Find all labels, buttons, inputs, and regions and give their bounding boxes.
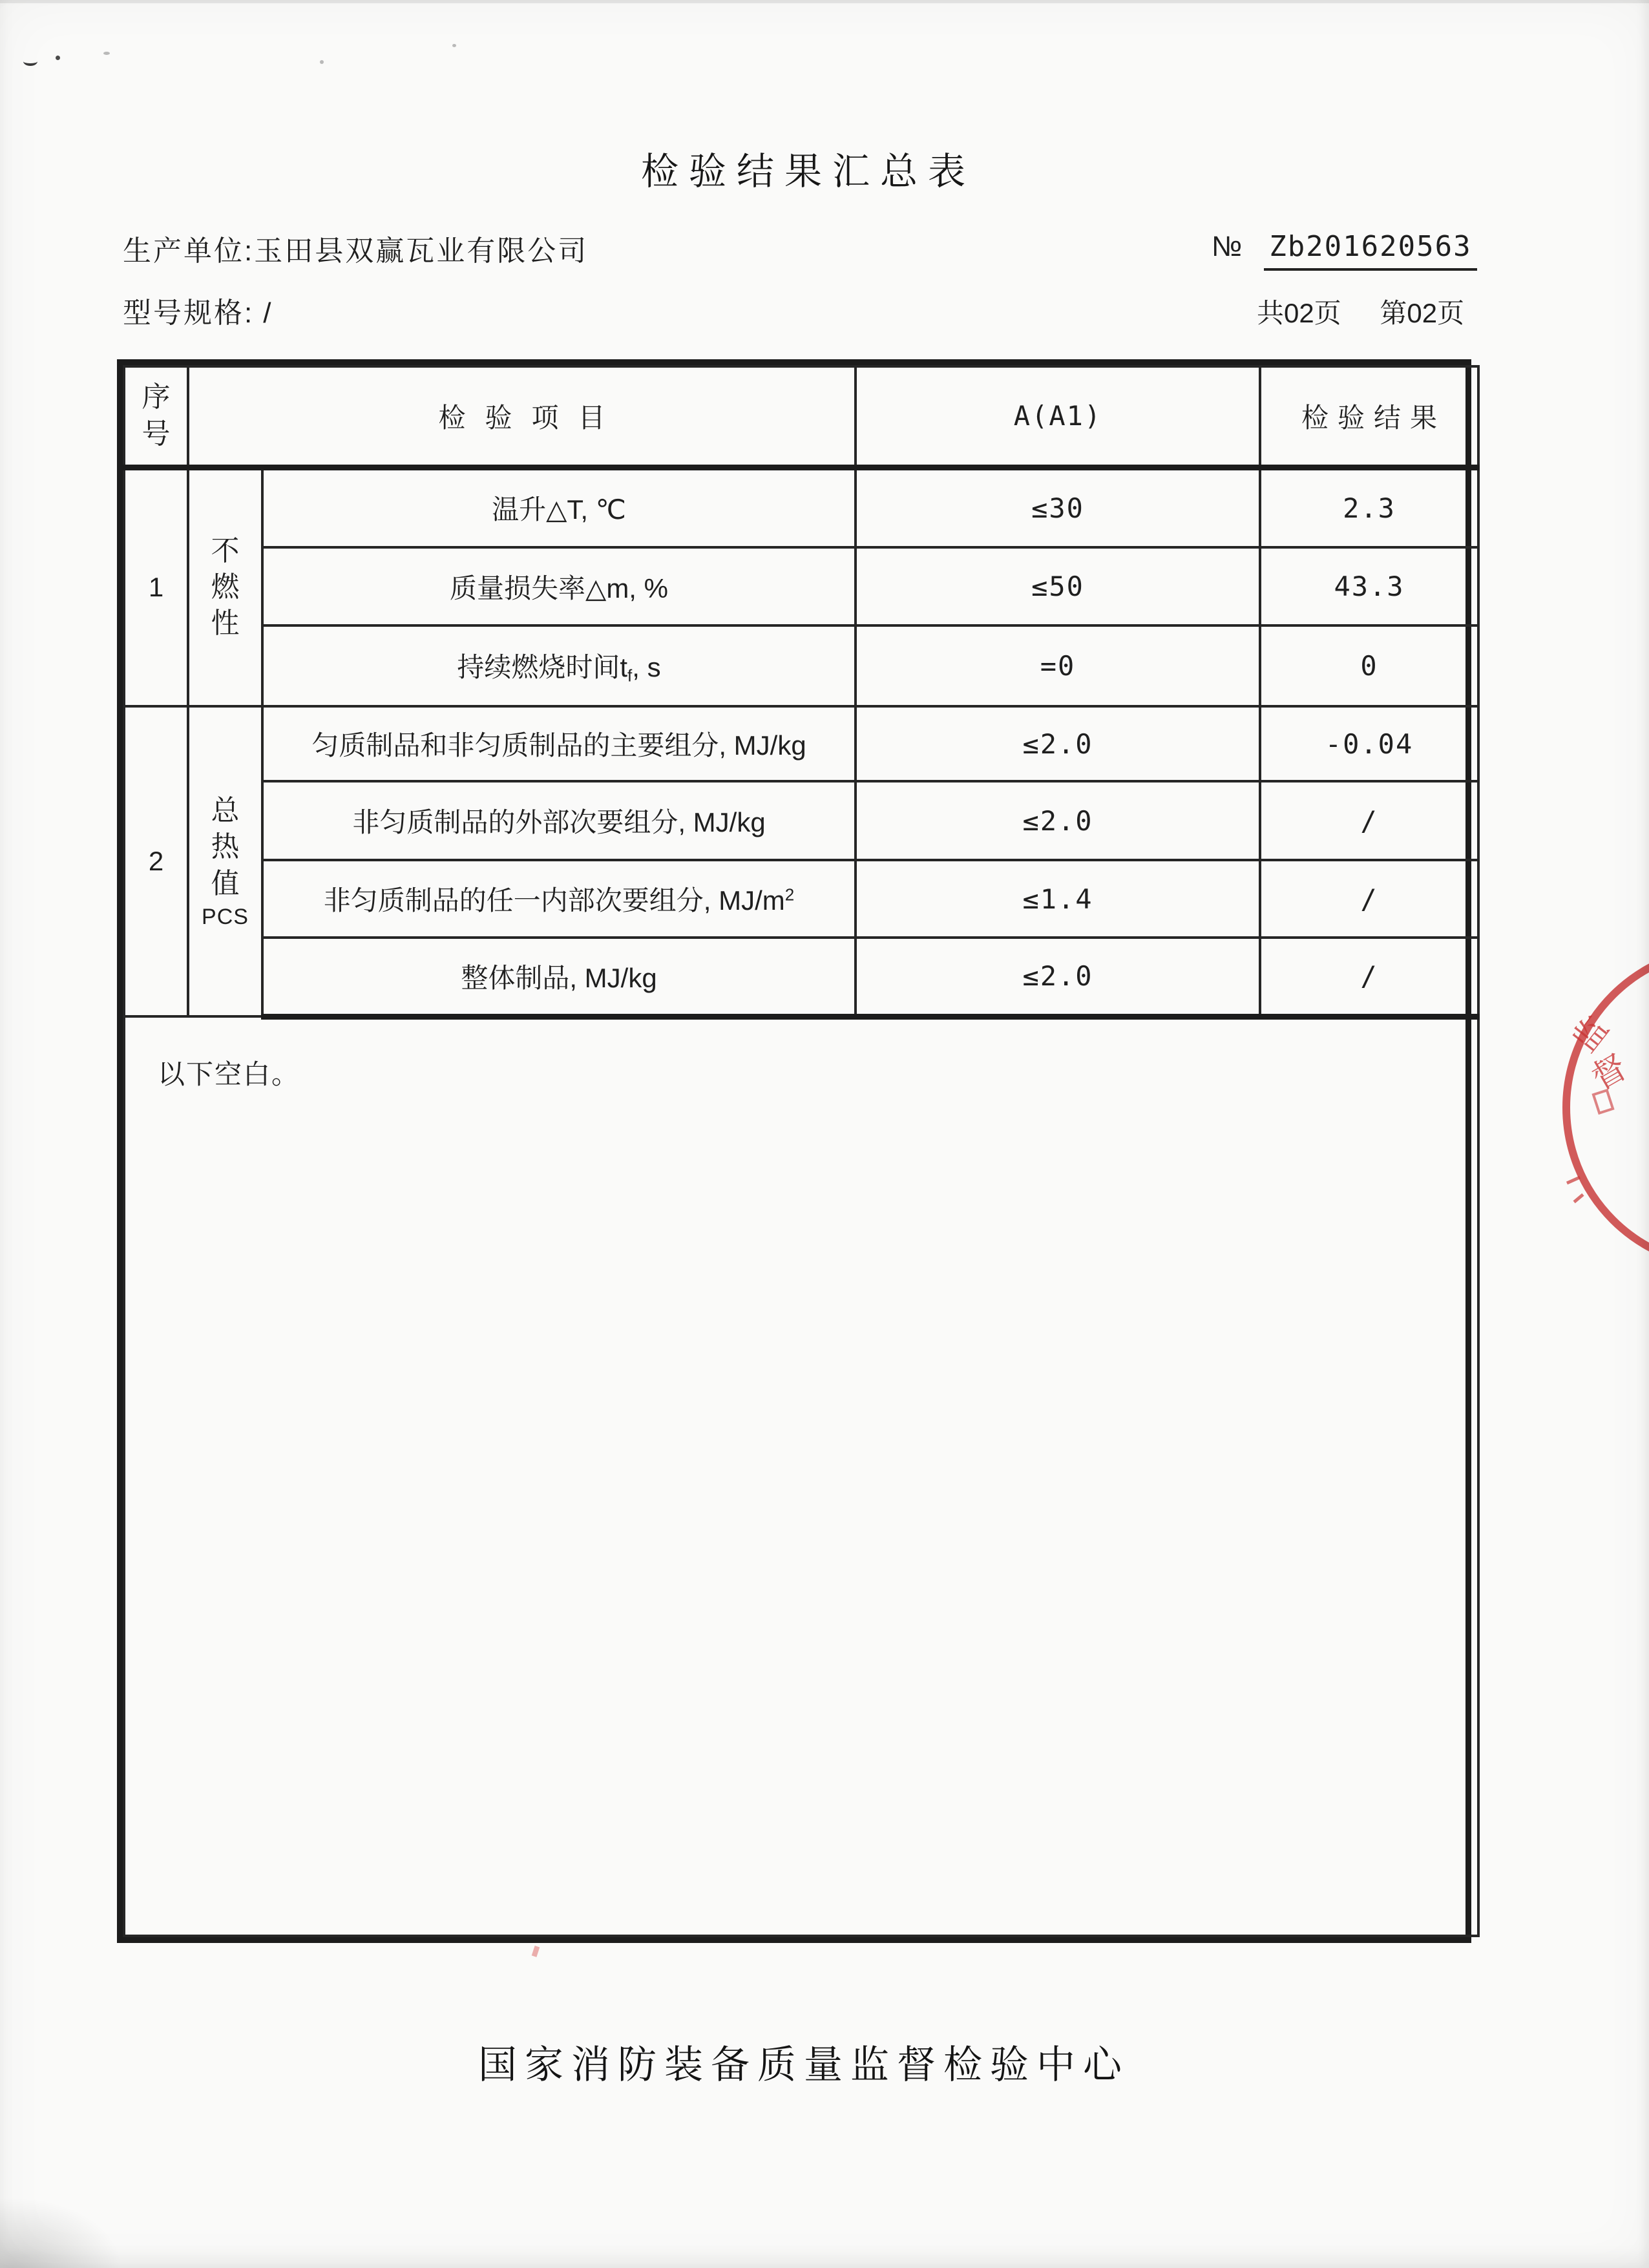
- criteria-cell: [856, 547, 1260, 625]
- results-table-grid: [123, 365, 1480, 1937]
- category-text: 总热值: [211, 795, 240, 899]
- scan-bottom-smudge: [0, 2197, 123, 2268]
- page-title: 检验结果汇总表: [641, 151, 976, 193]
- result-cell: [1260, 625, 1478, 706]
- red-seal-char: 督: [1585, 1048, 1633, 1098]
- scan-speck: [23, 57, 37, 66]
- header-result-text: 检验结果: [1301, 402, 1447, 433]
- result-text: /: [1360, 960, 1378, 992]
- model-label: 型号规格:: [123, 297, 255, 329]
- table-row: [124, 860, 1478, 938]
- scan-top-edge: [0, 0, 1649, 3]
- pages-total: 共02页: [1257, 298, 1341, 328]
- item-cell: [262, 706, 856, 781]
- seq-number: 2: [148, 846, 164, 876]
- criteria-text: ≤50: [1031, 571, 1084, 602]
- blank-note-cell: [124, 1016, 1478, 1936]
- model-value: /: [263, 297, 273, 329]
- criteria-cell: [856, 706, 1260, 781]
- item-subscript: f: [627, 666, 633, 686]
- producer-line: [123, 227, 588, 269]
- result-cell: [1260, 781, 1478, 860]
- result-cell: [1260, 860, 1478, 938]
- result-cell: [1260, 706, 1478, 781]
- item-text: 非匀质制品的任一内部次要组分, MJ/m: [323, 885, 785, 916]
- criteria-text: ≤2.0: [1022, 960, 1093, 992]
- producer-label: 生产单位:: [123, 235, 255, 267]
- issuing-organization: 国家消防装备质量监督检验中心: [478, 2043, 1129, 2086]
- criteria-text: ≤1.4: [1022, 883, 1093, 915]
- header-criteria-text: A(A1): [1013, 400, 1102, 432]
- table-row: [124, 547, 1478, 625]
- table-row: [124, 467, 1478, 547]
- pagination-line: [1257, 292, 1464, 331]
- item-text: 整体制品, MJ/kg: [461, 962, 657, 993]
- result-text: -0.04: [1325, 728, 1414, 760]
- item-text: 持续燃烧时间t: [457, 651, 628, 682]
- category-stack: [189, 793, 261, 930]
- criteria-cell: [856, 938, 1260, 1016]
- result-text: 2.3: [1343, 492, 1396, 524]
- table-row: [124, 625, 1478, 706]
- item-text: 匀质制品和非匀质制品的主要组分, MJ/kg: [311, 730, 806, 761]
- category-cell: [188, 467, 262, 706]
- header-item: [188, 366, 856, 467]
- red-seal-fragment: [1566, 1176, 1581, 1185]
- result-text: /: [1360, 804, 1378, 837]
- item-cell: [262, 467, 856, 547]
- red-seal-char: 监: [1566, 1009, 1617, 1060]
- numero-symbol: №: [1212, 231, 1243, 262]
- header-item-text: 检验项目: [438, 402, 625, 433]
- result-cell: [1260, 938, 1478, 1016]
- table-row: [124, 781, 1478, 860]
- item-cell: [262, 781, 856, 860]
- blank-filler-row: [124, 1016, 1478, 1936]
- scan-speck: [103, 52, 110, 55]
- scan-red-mark: [532, 1946, 540, 1957]
- red-seal-fragment: [1573, 1193, 1584, 1203]
- item-superscript: 2: [784, 885, 795, 905]
- item-cell: [262, 938, 856, 1016]
- table-header-row: [124, 366, 1478, 467]
- seq-number: 1: [148, 572, 164, 603]
- criteria-cell: [856, 781, 1260, 860]
- item-text: 非匀质制品的外部次要组分, MJ/kg: [352, 807, 766, 837]
- table-row: [124, 938, 1478, 1016]
- scan-speck: [452, 44, 456, 47]
- category-text: 不燃性: [211, 534, 240, 640]
- scan-speck: [320, 60, 324, 64]
- page-current: 第02页: [1380, 298, 1465, 328]
- criteria-cell: [856, 625, 1260, 706]
- item-text-suffix: , s: [632, 651, 661, 682]
- producer-value: 玉田县双赢瓦业有限公司: [254, 235, 589, 267]
- item-cell: [262, 860, 856, 938]
- item-cell: [262, 625, 856, 706]
- seq-cell: [124, 467, 188, 706]
- report-number-line: [1212, 230, 1477, 271]
- item-text: 温升△T, ℃: [492, 494, 626, 525]
- scan-speck: [56, 56, 60, 60]
- model-line: [123, 289, 273, 331]
- category-cell: [188, 706, 262, 1016]
- criteria-text: ≤2.0: [1022, 728, 1093, 760]
- criteria-text: =0: [1040, 650, 1076, 682]
- header-criteria: [856, 366, 1260, 467]
- criteria-cell: [856, 860, 1260, 938]
- header-seq-text: 序号: [142, 381, 171, 450]
- category-latin-text: PCS: [202, 904, 249, 929]
- result-text: /: [1360, 883, 1378, 915]
- blank-note-text: 以下空白。: [158, 1058, 300, 1089]
- result-text: 0: [1360, 650, 1378, 682]
- table-row: [124, 706, 1478, 781]
- results-table: [117, 359, 1471, 1943]
- item-text: 质量损失率△m, %: [450, 572, 668, 604]
- result-cell: [1260, 547, 1478, 625]
- criteria-text: ≤2.0: [1022, 804, 1093, 837]
- seq-cell: [124, 706, 188, 1016]
- result-text: 43.3: [1334, 571, 1405, 602]
- report-number: Zb201620563: [1264, 230, 1476, 271]
- header-result: [1260, 366, 1478, 467]
- criteria-text: ≤30: [1031, 492, 1084, 524]
- item-cell: [262, 547, 856, 625]
- header-seq: [124, 366, 188, 467]
- result-cell: [1260, 467, 1478, 547]
- criteria-cell: [856, 467, 1260, 547]
